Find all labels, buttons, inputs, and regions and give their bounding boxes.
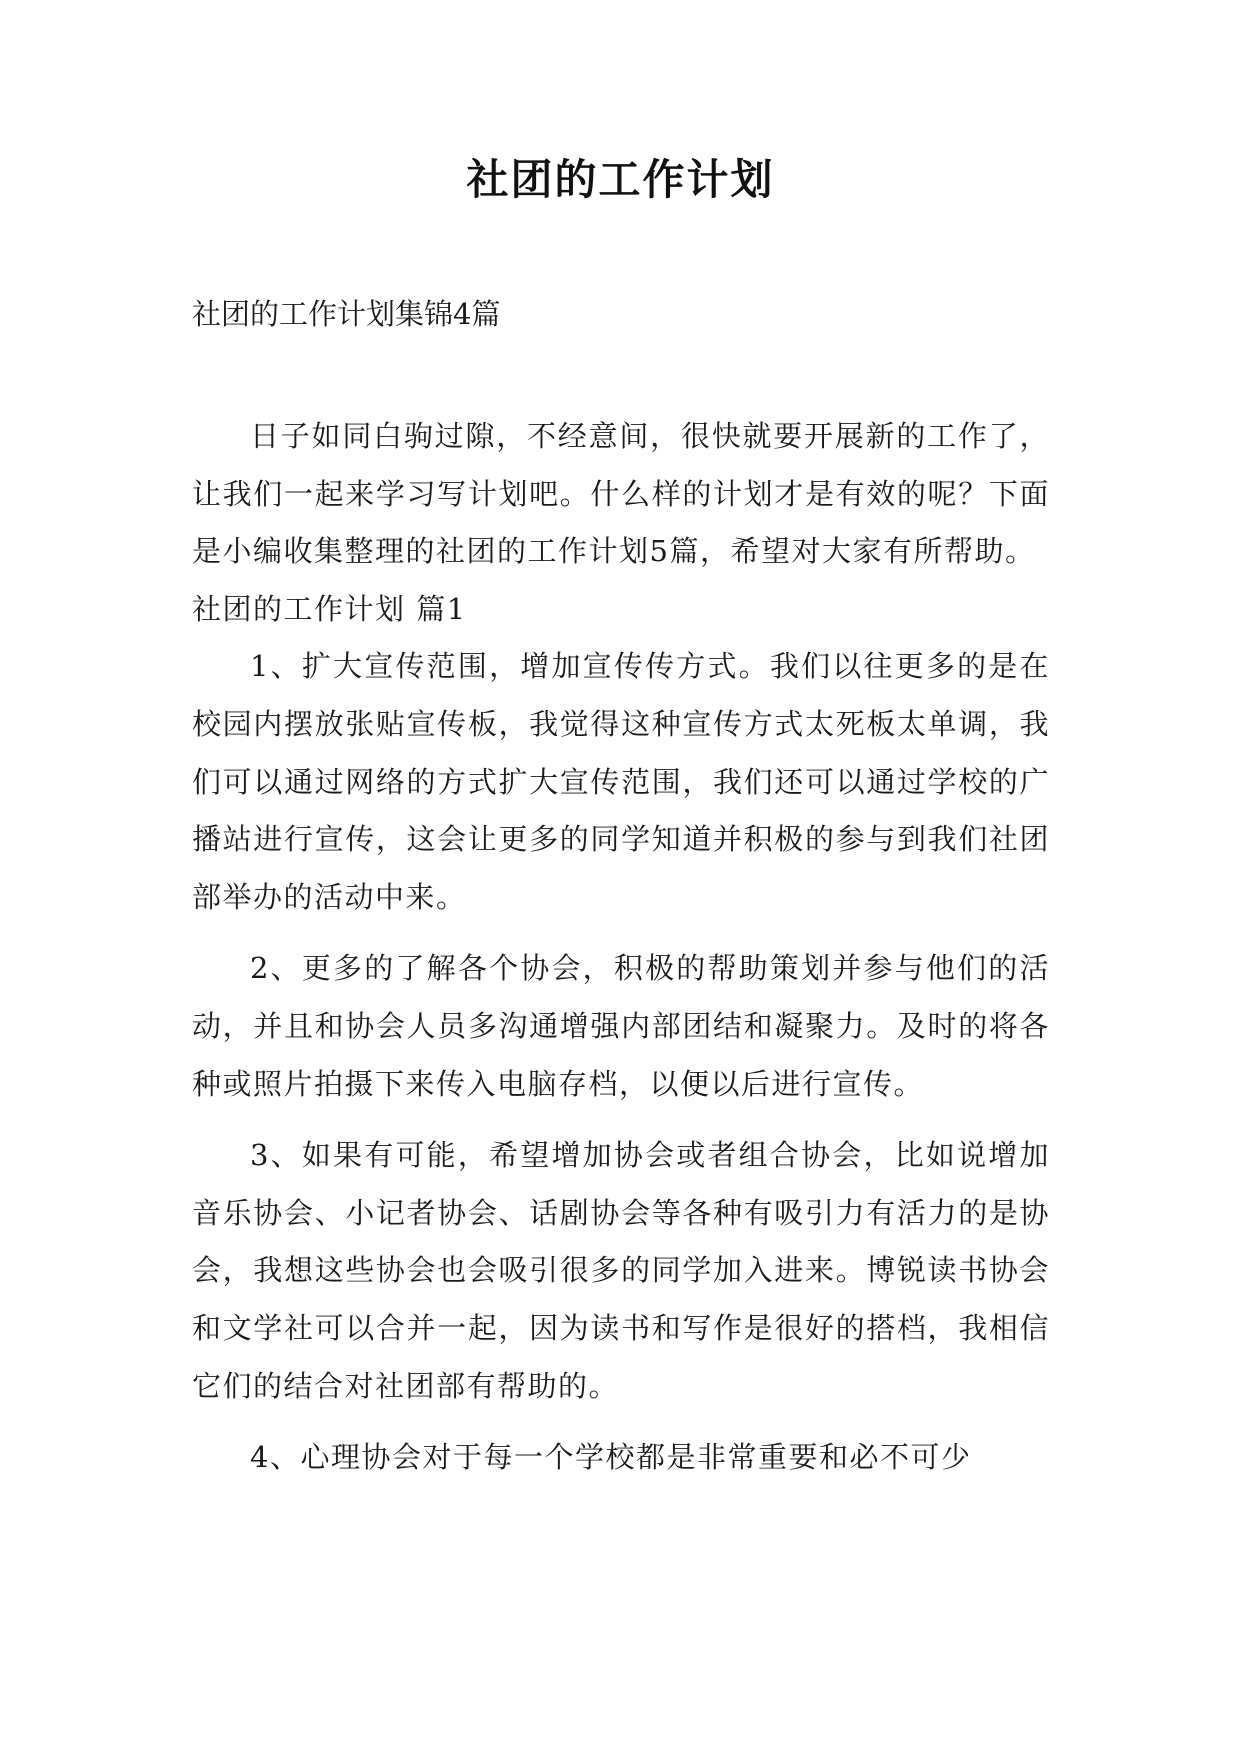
document-body [192,408,1050,1487]
list-item: 1、扩大宣传范围，增加宣传传方式。我们以往更多的是在校园内摆放张贴宣传板，我觉得这种宣传方式太死板太单调，我们可以通过网络的方式扩大宣传范围，我们还可以通过学校的广播站进行宣传，这会让更多的同学知道并积极的参与到我们社团部举办的活动中来。 [192,649,1050,914]
document-title: 社团的工作计划 [466,155,775,204]
list-item: 3、如果有可能，希望增加协会或者组合协会，比如说增加音乐协会、小记者协会、话剧协会等各种有吸引力有活力的是协会，我想这些协会也会吸引很多的同学加入进来。博锐读书协会和文学社可以合并一起，因为读书和写作是很好的搭档，我相信它们的结合对社团部有帮助的。 [192,1138,1050,1403]
document-subtitle: 社团的工作计划集锦4篇 [192,297,501,331]
section-heading: 社团的工作计划 篇1 [192,591,467,626]
list-item: 2、更多的了解各个协会，积极的帮助策划并参与他们的活动，并且和协会人员多沟通增强内部团结和凝聚力。及时的将各种或照片拍摄下来传入电脑存档，以便以后进行宣传。 [192,951,1050,1101]
list-item: 4、心理协会对于每一个学校都是非常重要和必不可少 [250,1440,972,1475]
intro-paragraph: 日子如同白驹过隙，不经意间，很快就要开展新的工作了，让我们一起来学习写计划吧。什么样的计划才是有效的呢？下面是小编收集整理的社团的工作计划5篇，希望对大家有所帮助。 [192,419,1050,569]
